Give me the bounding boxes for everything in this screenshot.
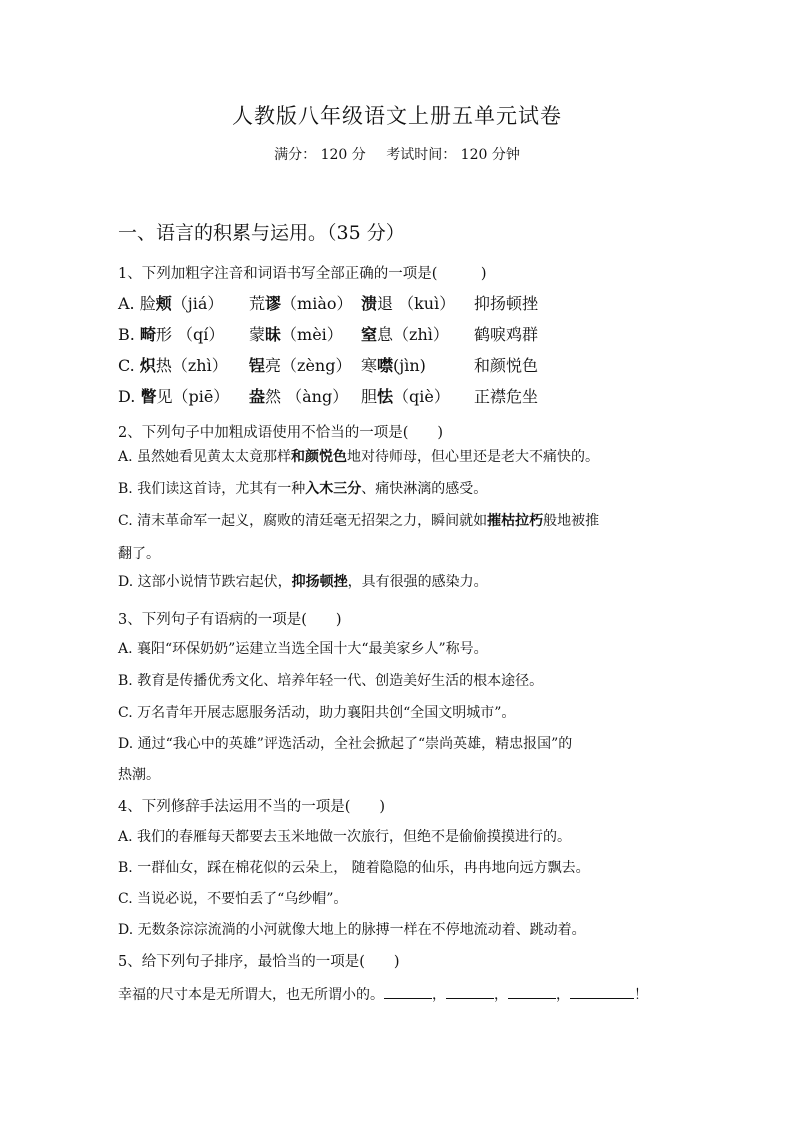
q3-stem: 3、下列句子有语病的一项是( ) <box>118 612 342 628</box>
q1-d-4: 正襟危坐 <box>474 387 539 406</box>
q5-sentence: 幸福的尺寸本是无所谓大，也无所谓小的。 ， ， ， ！ <box>118 984 648 1004</box>
q2-option-c: C. 清末革命军一起义，腐败的清廷毫无招架之力，瞬间就如摧枯拉朽般地被推 <box>118 513 600 529</box>
q4-option-b: B. 一群仙女，踩在棉花似的云朵上， 随着隐隐的仙乐，冉冉地向远方飘去。 <box>118 860 590 876</box>
q4-option-d: D. 无数条淙淙流淌的小河就像大地上的脉搏一样在不停地流动着、跳动着。 <box>118 922 586 938</box>
q2-option-d: D. 这部小说情节跌宕起伏，抑扬顿挫，具有很强的感染力。 <box>118 574 488 590</box>
q3-option-c: C. 万名青年开展志愿服务活动，助力襄阳共创“全国文明城市”。 <box>118 705 516 721</box>
q4-option-a: A. 我们的春雁每天都要去玉米地做一次旅行，但绝不是偷偷摸摸进行的。 <box>118 829 572 845</box>
q2-option-a: A. 虽然她看见黄太太竟那样和颜悦色地对待师母，但心里还是老大不痛快的。 <box>118 449 600 465</box>
exam-time: 考试时间： 120 分钟 <box>386 147 520 163</box>
q1-b-3: 窒息（zhì） <box>361 325 449 344</box>
q1-b-1: B. 畸形 （qí） <box>118 325 225 344</box>
blank-2 <box>446 984 494 999</box>
q5-stem: 5、给下列句子排序，最恰当的一项是( ) <box>118 954 400 970</box>
q4-option-c: C. 当说必说，不要怕丢了“乌纱帽”。 <box>118 891 348 907</box>
q1-a-3: 溃退 （kuì） <box>361 294 456 313</box>
q3-option-a: A. 襄阳“环保奶奶”运建立当选全国十大“最美家乡人”称号。 <box>118 641 488 657</box>
section-heading: 一、语言的积累与运用。（35 分） <box>118 222 405 244</box>
q1-c-1: C. 炽热（zhì） <box>118 356 228 375</box>
q1-d-3: 胆怯（qiè） <box>361 387 450 406</box>
q1-c-4: 和颜悦色 <box>474 356 539 375</box>
q1-a-2: 荒谬（miào） <box>249 294 353 313</box>
q2-option-b: B. 我们读这首诗，尤其有一种入木三分、痛快淋漓的感受。 <box>118 481 488 497</box>
blank-1 <box>384 984 432 999</box>
q1-c-3: 寒噤(jìn) <box>361 356 426 375</box>
q1-b-4: 鹤唳鸡群 <box>474 325 539 344</box>
blank-4 <box>570 984 634 999</box>
q2-stem: 2、下列句子中加粗成语使用不恰当的一项是( ) <box>118 425 444 441</box>
exam-title: 人教版八年级语文上册五单元试卷 <box>232 104 562 128</box>
q1-c-2: 锃亮（zèng） <box>249 356 352 375</box>
blank-3 <box>508 984 556 999</box>
q4-stem: 4、下列修辞手法运用不当的一项是( ) <box>118 799 386 815</box>
q1-a-4: 抑扬顿挫 <box>474 294 539 313</box>
q1-d-2: 盎然 （àng） <box>249 387 349 406</box>
q1-a-1: A. 脸颊（jiá） <box>118 294 224 313</box>
exam-meta <box>0 144 794 164</box>
q3-option-d-cont: 热潮。 <box>118 767 160 783</box>
q1-b-2: 蒙昧（mèi） <box>249 325 343 344</box>
q1-stem: 1、下列加粗字注音和词语书写全部正确的一项是( ) <box>118 266 487 282</box>
full-score: 满分： 120 分 <box>274 147 366 163</box>
q1-d-1: D. 瞥见（piē） <box>118 387 230 406</box>
q2-option-c-cont: 翻了。 <box>118 546 160 562</box>
q3-option-b: B. 教育是传播优秀文化、培养年轻一代、创造美好生活的根本途径。 <box>118 673 544 689</box>
q3-option-d: D. 通过“我心中的英雄”评选活动，全社会掀起了“崇尚英雄，精忠报国”的 <box>118 736 573 752</box>
